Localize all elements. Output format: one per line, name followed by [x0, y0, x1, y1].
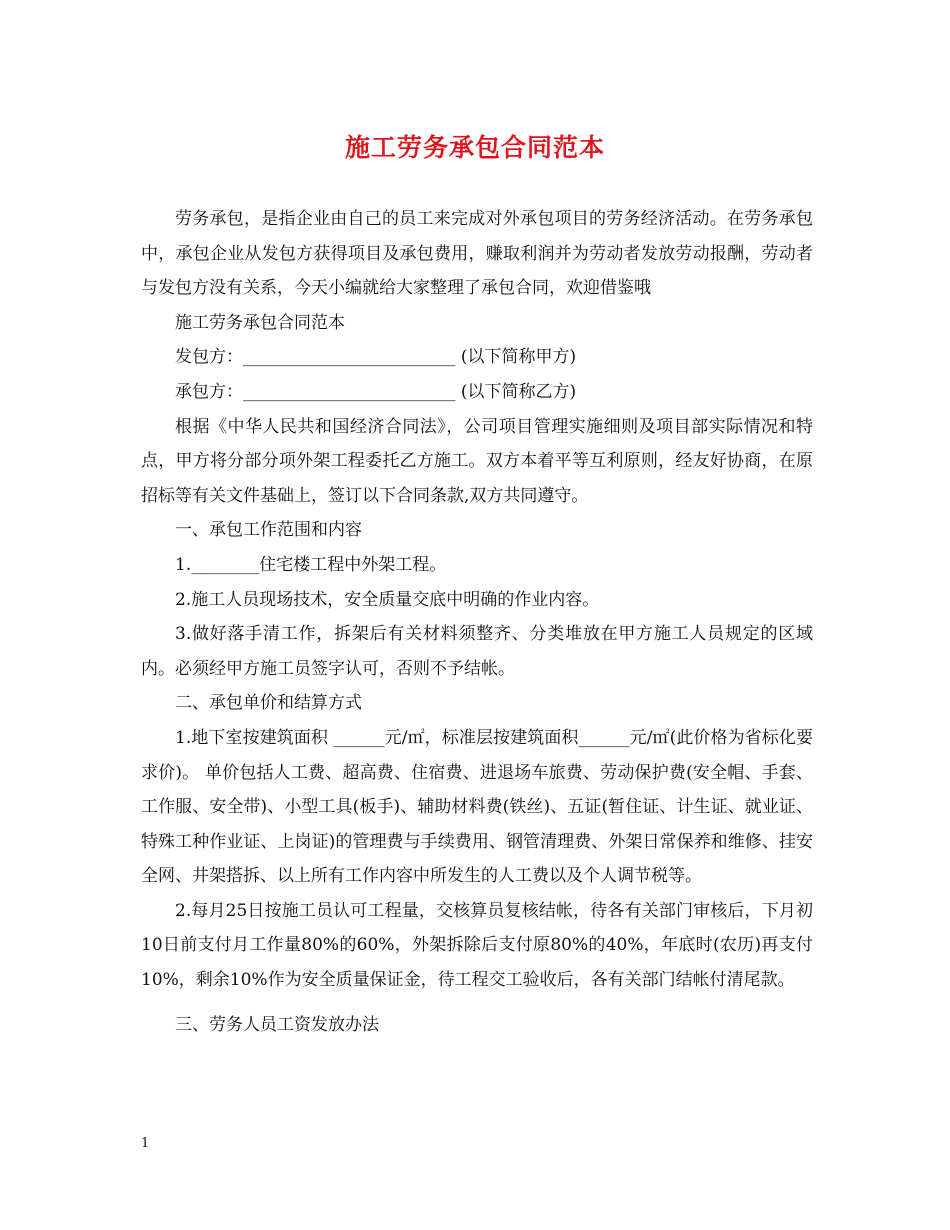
section-two-item-1: 1.地下室按建筑面积 ______元/㎡，标准层按建筑面积______元/㎡(此价格为省标化要求价)。 单价包括人工费、超高费、住宿费、进退场车旅费、劳动保护费(安全帽、手套、工作服、安全带)、小型工具(板手)、辅助材料费(铁丝)、五证(暂住证、计生证、就业证、特殊工种作业证、上岗证)的管理费与手续费用、钢管清理费、外架日常保养和维修、挂安全网、井架搭拆、以上所有工作内容中所发生的人工费以及个人调节税等。 — [141, 727, 813, 887]
page-number: 1 — [141, 1136, 150, 1151]
document-title: 施工劳务承包合同范本 — [344, 133, 605, 162]
contract-heading: 施工劳务承包合同范本 — [175, 312, 345, 333]
party-a-line: 发包方：_________________________ (以下简称甲方) — [175, 347, 577, 368]
section-one-item-1: 1.________住宅楼工程中外架工程。 — [175, 554, 447, 575]
section-one-heading: 一、承包工作范围和内容 — [175, 520, 362, 541]
party-b-line: 承包方：_________________________ (以下简称乙方) — [175, 381, 577, 402]
section-one-item-2: 2.施工人员现场技术，安全质量交底中明确的作业内容。 — [175, 589, 600, 610]
section-two-item-2: 2.每月25日按施工员认可工程量，交核算员复核结帐，待各有关部门审核后，下月初10日前支付月工作量80%的60%，外架拆除后支付原80%的40%，年底时(农历)再支付10%，剩余10%作为安全质量保证金，待工程交工验收后，各有关部门结帐付清尾款。 — [141, 900, 813, 991]
section-two-heading: 二、承包单价和结算方式 — [175, 693, 362, 714]
section-one-item-3: 3.做好落手清工作，拆架后有关材料须整齐、分类堆放在甲方施工人员规定的区域内。必须经甲方施工员签字认可，否则不予结帐。 — [141, 624, 813, 679]
intro-paragraph: 劳务承包，是指企业由自己的员工来完成对外承包项目的劳务经济活动。在劳务承包中，承包企业从发包方获得项目及承包费用，赚取利润并为劳动者发放劳动报酬，劳动者与发包方没有关系，今天小编就给大家整理了承包合同，欢迎借鉴哦 — [141, 209, 813, 299]
legal-basis-paragraph: 根据《中华人民共和国经济合同法》，公司项目管理实施细则及项目部实际情况和特点，甲方将分部分项外架工程委托乙方施工。双方本着平等互利原则，经友好协商，在原招标等有关文件基础上，签订以下合同条款,双方共同遵守。 — [141, 416, 813, 506]
section-three-heading: 三、劳务人员工资发放办法 — [175, 1014, 379, 1035]
document-body — [141, 202, 813, 1042]
